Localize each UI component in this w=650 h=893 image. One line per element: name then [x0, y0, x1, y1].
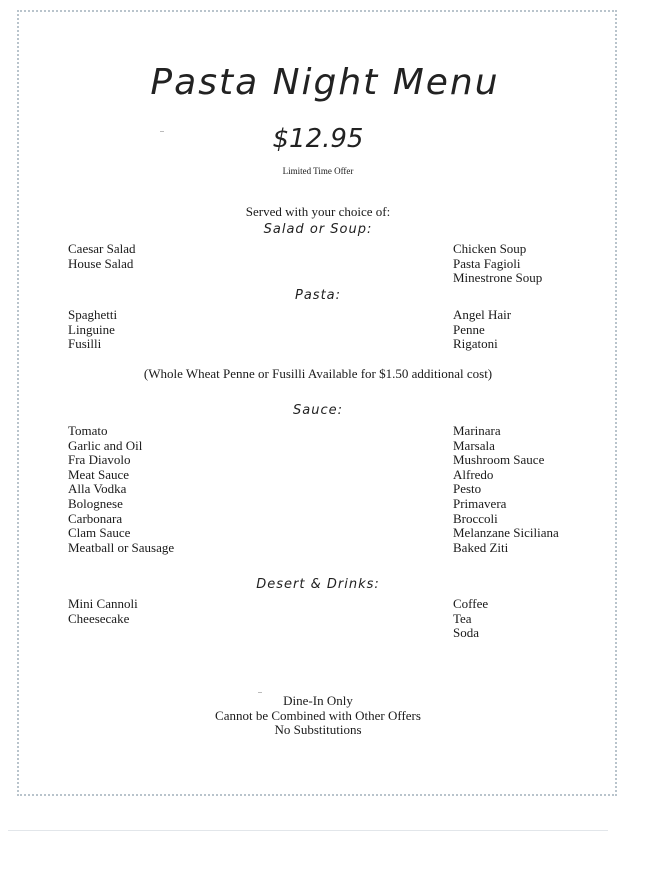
list-item: Linguine — [68, 321, 115, 337]
list-item: Fusilli — [68, 336, 102, 352]
offer-note: Limited Time Offer — [282, 166, 354, 176]
list-item: Tea — [453, 610, 472, 626]
list-item: Garlic and Oil — [68, 437, 143, 453]
list-item: Meat Sauce — [68, 466, 130, 482]
list-item: Marinara — [453, 423, 501, 438]
list-item: Penne — [453, 321, 485, 337]
list-item: Chicken Soup — [453, 241, 527, 256]
pasta-list-right — [453, 308, 511, 352]
list-item: Bolognese — [68, 495, 123, 511]
list-item: Primavera — [453, 495, 507, 511]
list-item: Angel Hair — [453, 307, 512, 322]
pasta-list-left — [68, 308, 117, 352]
list-item: House Salad — [68, 255, 134, 271]
scan-speck — [258, 692, 262, 693]
list-item: Alla Vodka — [68, 481, 127, 497]
pasta-upcharge-note: (Whole Wheat Penne or Fusilli Available for $1.50 additional cost) — [143, 366, 493, 381]
scan-edge-line — [8, 830, 608, 831]
list-item: Spaghetti — [68, 307, 118, 322]
list-item: Rigatoni — [453, 336, 498, 352]
list-item: Tomato — [68, 423, 108, 438]
list-item: Minestrone Soup — [453, 270, 543, 286]
footer-line: Dine-In Only — [283, 693, 353, 708]
choice-intro: Served with your choice of: — [245, 204, 391, 219]
list-item: Pasta Fagioli — [453, 255, 521, 271]
list-item: Melanzane Siciliana — [453, 525, 559, 541]
list-item: Soda — [453, 625, 479, 641]
list-item: Meatball or Sausage — [68, 539, 175, 555]
list-item: Pesto — [453, 481, 482, 497]
list-item: Mini Cannoli — [68, 596, 138, 611]
section-heading-pasta: Pasta: — [294, 288, 342, 303]
list-item: Baked Ziti — [453, 539, 509, 555]
footer-terms — [0, 694, 636, 738]
list-item: Mushroom Sauce — [453, 452, 545, 468]
section-heading-salad-soup: Salad or Soup: — [263, 222, 373, 237]
list-item: Marsala — [453, 437, 495, 453]
footer-line: Cannot be Combined with Other Offers — [215, 707, 421, 723]
menu-price: $12.95 — [272, 124, 364, 154]
list-item: Broccoli — [453, 510, 498, 526]
menu-title: Pasta Night Menu — [150, 62, 500, 103]
list-item: Clam Sauce — [68, 525, 131, 541]
list-item: Coffee — [453, 596, 489, 611]
sauce-list-right — [453, 424, 559, 555]
footer-line: No Substitutions — [274, 722, 362, 738]
section-heading-sauce: Sauce: — [293, 403, 343, 418]
list-item: Caesar Salad — [68, 241, 136, 256]
salad-list — [68, 242, 136, 271]
list-item: Fra Diavolo — [68, 452, 131, 468]
list-item: Carbonara — [68, 510, 123, 526]
drinks-list — [453, 597, 488, 641]
list-item: Cheesecake — [68, 610, 130, 626]
list-item: Alfredo — [453, 466, 494, 482]
soup-list — [453, 242, 542, 286]
sauce-list-left — [68, 424, 174, 555]
section-heading-dessert-drinks: Desert & Drinks: — [256, 577, 380, 592]
dessert-list — [68, 597, 138, 626]
